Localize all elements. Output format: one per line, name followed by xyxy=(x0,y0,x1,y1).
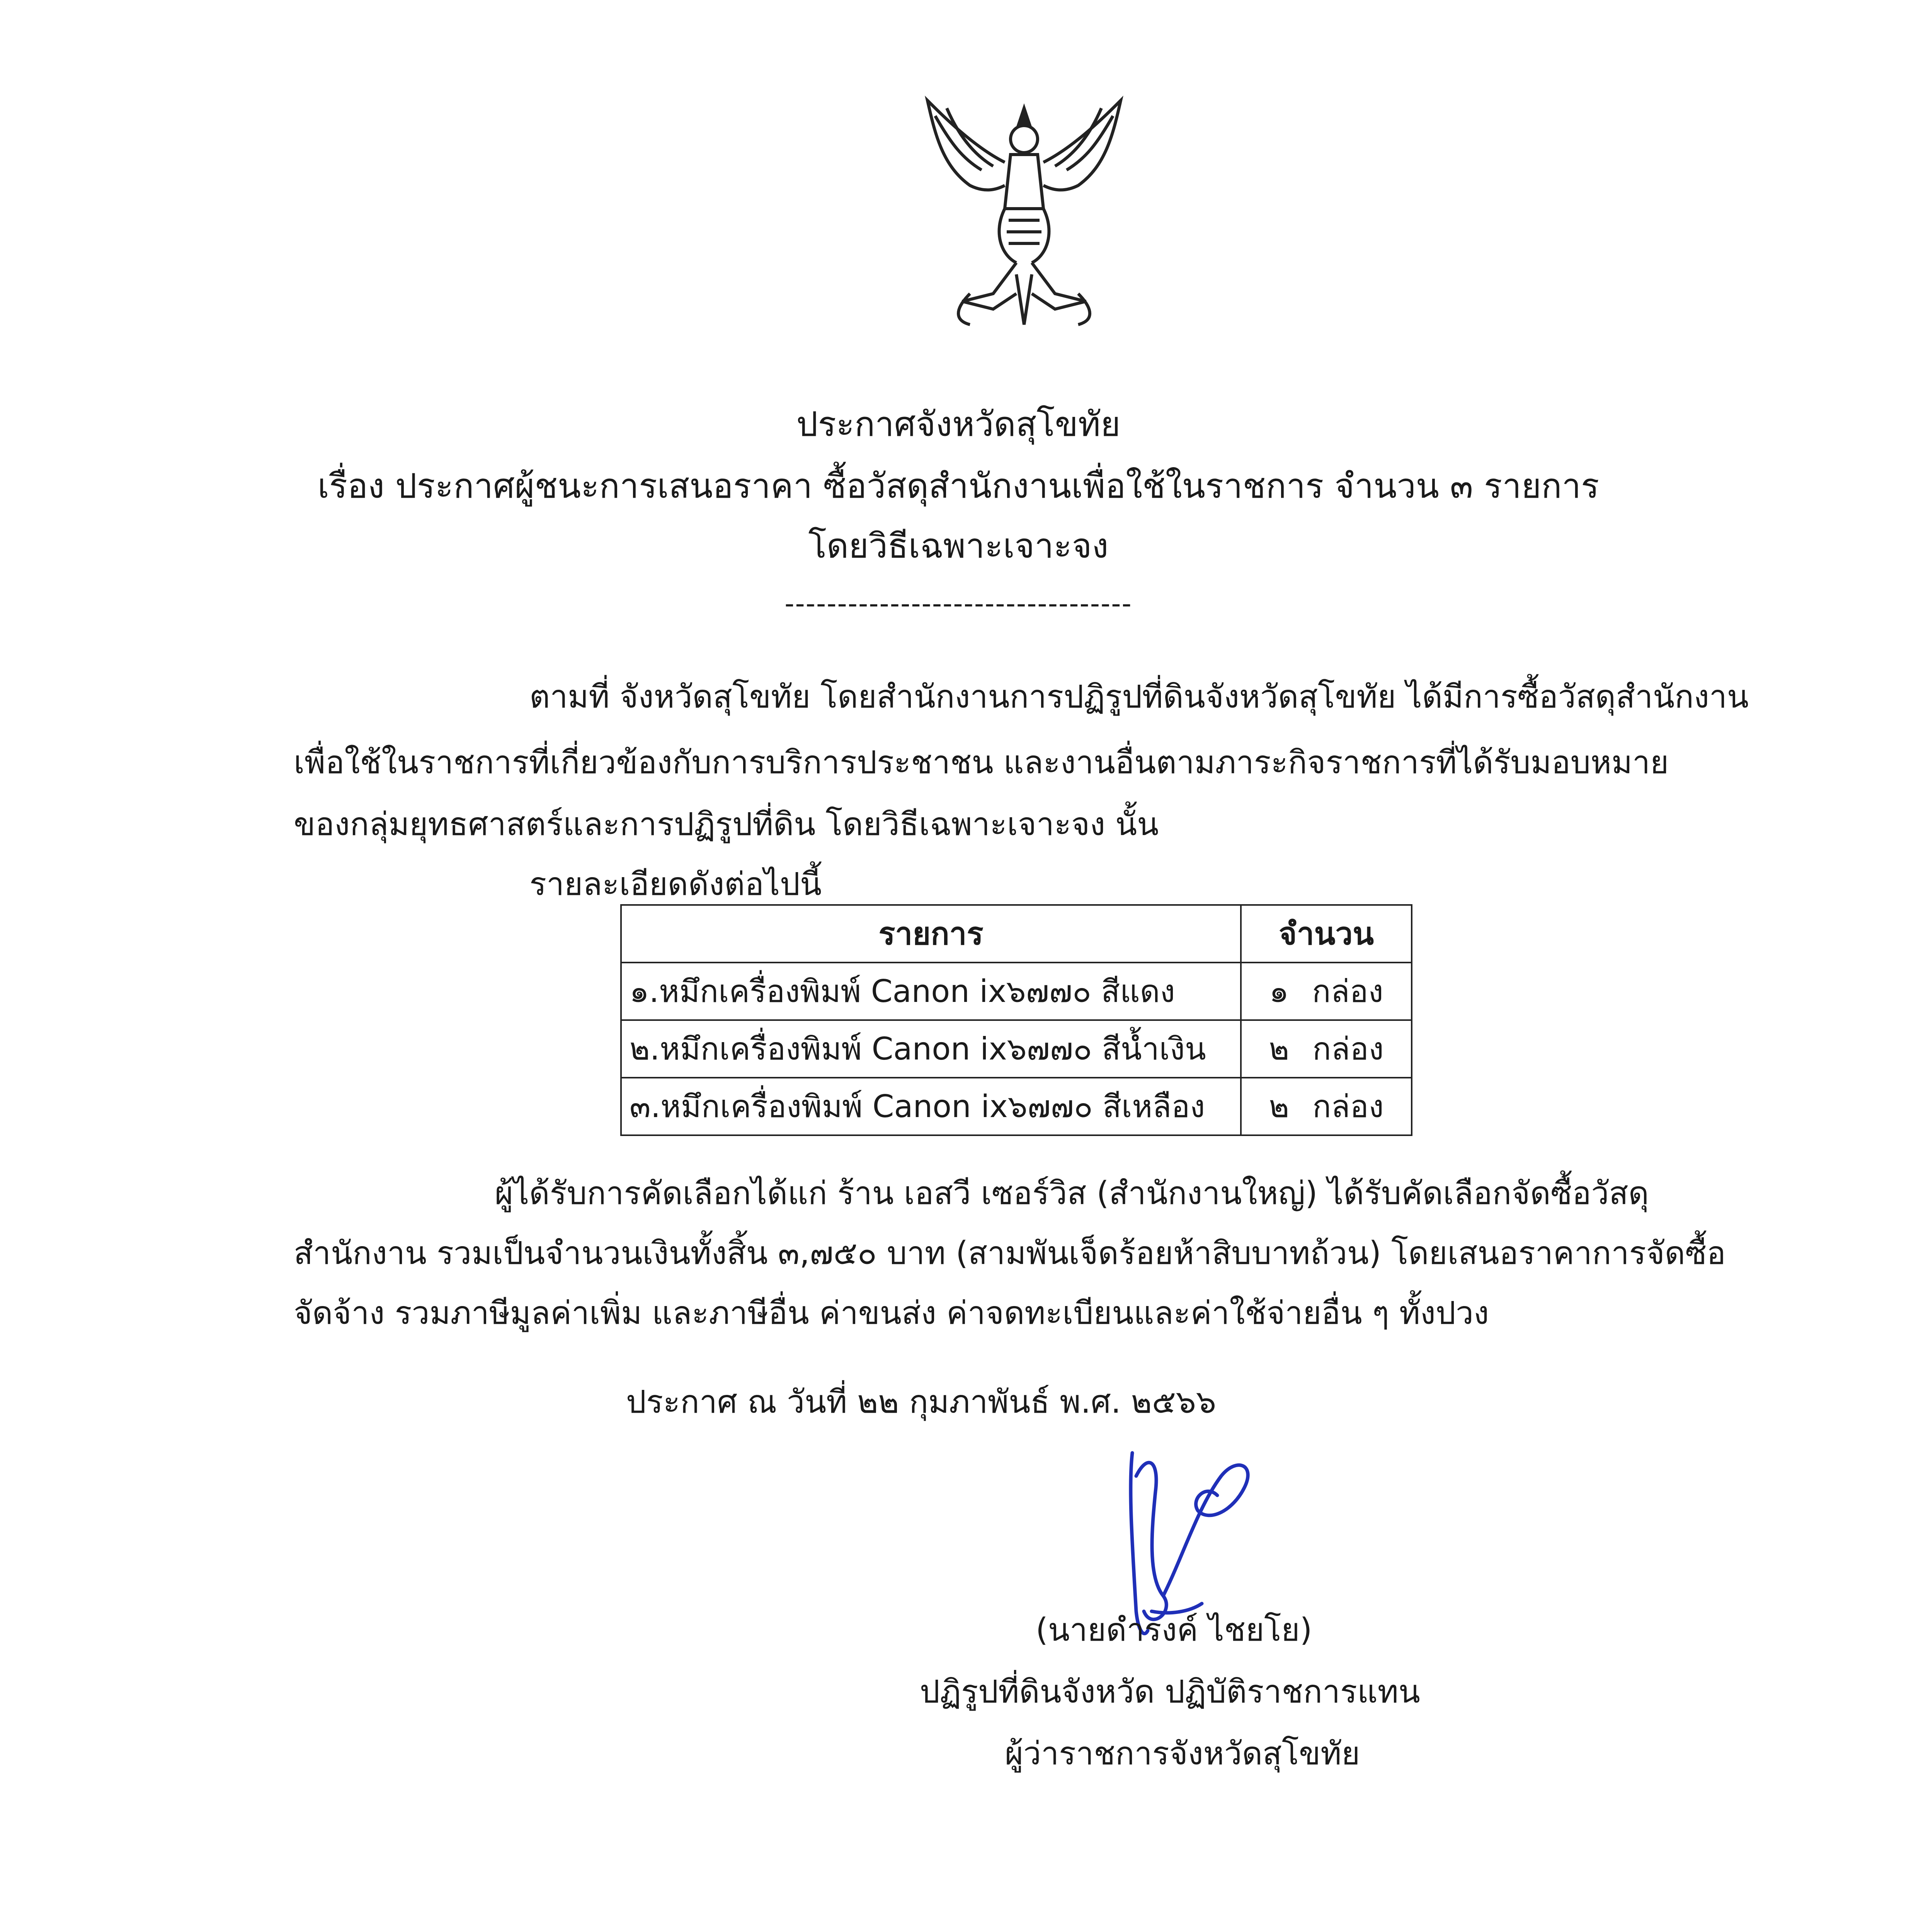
column-header-item: รายการ xyxy=(621,905,1241,963)
signatory-name: (นายดำรงค์ ไชยโย) xyxy=(1036,1612,1312,1648)
procurement-method: โดยวิธีเฉพาะเจาะจง xyxy=(808,526,1109,566)
table-row xyxy=(621,1078,1412,1135)
column-header-qty: จำนวน xyxy=(1241,905,1412,963)
quantity-unit: กล่อง xyxy=(1312,1088,1384,1124)
signatory-on-behalf: ผู้ว่าราชการจังหวัดสุโขทัย xyxy=(1005,1735,1360,1772)
quantity-value: ๒ xyxy=(1269,1031,1290,1067)
quantity-unit: กล่อง xyxy=(1312,973,1383,1009)
paragraph-1-line-2: เพื่อใช้ในราชการที่เกี่ยวข้องกับการบริการประชาชน และงานอื่นตามภาระกิจราชการที่ได้รับมอบหมาย xyxy=(294,744,1669,781)
signatory-position: ปฏิรูปที่ดินจังหวัด ปฏิบัติราชการแทน xyxy=(920,1673,1420,1710)
title-divider: --------------------------------- xyxy=(784,588,1132,619)
paragraph-3-line-3: จัดจ้าง รวมภาษีมูลค่าเพิ่ม และภาษีอื่น ค่าขนส่ง ค่าจดทะเบียนและค่าใช้จ่ายอื่น ๆ ทั้งปวง xyxy=(294,1295,1489,1332)
quantity-value: ๑ xyxy=(1269,973,1289,1009)
item-quantity xyxy=(1241,1020,1412,1078)
quantity-value: ๒ xyxy=(1269,1088,1290,1124)
table-row xyxy=(621,963,1412,1020)
item-name: ๓.หมึกเครื่องพิมพ์ Canon ix๖๗๗๐ สีเหลือง xyxy=(621,1078,1241,1135)
table-header-row xyxy=(621,905,1412,963)
items-table xyxy=(620,904,1412,1136)
announcement-subject: เรื่อง ประกาศผู้ชนะการเสนอราคา ซื้อวัสดุสำนักงานเพื่อใช้ในราชการ จำนวน ๓ รายการ xyxy=(317,466,1600,506)
paragraph-3-line-1: ผู้ได้รับการคัดเลือกได้แก่ ร้าน เอสวี เซอร์วิส (สำนักงานใหญ่) ได้รับคัดเลือกจัดซื้อวัสดุ xyxy=(495,1175,1649,1212)
table-row xyxy=(621,1020,1412,1078)
paragraph-1-line-3: ของกลุ่มยุทธศาสตร์และการปฏิรูปที่ดิน โดยวิธีเฉพาะเจาะจง นั้น xyxy=(294,806,1159,843)
paragraph-1-line-1: ตามที่ จังหวัดสุโขทัย โดยสำนักงานการปฏิรูปที่ดินจังหวัดสุโขทัย ได้มีการซื้อวัสดุสำนักงาน xyxy=(529,679,1749,715)
announcement-date: ประกาศ ณ วันที่ ๒๒ กุมภาพันธ์ พ.ศ. ๒๕๖๖ xyxy=(626,1384,1217,1420)
quantity-unit: กล่อง xyxy=(1312,1031,1384,1067)
item-name: ๑.หมึกเครื่องพิมพ์ Canon ix๖๗๗๐ สีแดง xyxy=(621,963,1241,1020)
garuda-emblem-icon xyxy=(877,93,1171,332)
details-intro: รายละเอียดดังต่อไปนี้ xyxy=(529,866,822,903)
paragraph-3-line-2: สำนักงาน รวมเป็นจำนวนเงินทั้งสิ้น ๓,๗๕๐ บาท (สามพันเจ็ดร้อยห้าสิบบาทถ้วน) โดยเสนอราคาการจัดซื้อ xyxy=(294,1235,1726,1272)
item-quantity xyxy=(1241,963,1412,1020)
item-quantity xyxy=(1241,1078,1412,1135)
announcement-title: ประกาศจังหวัดสุโขทัย xyxy=(796,404,1121,444)
item-name: ๒.หมึกเครื่องพิมพ์ Canon ix๖๗๗๐ สีน้ำเงิน xyxy=(621,1020,1241,1078)
